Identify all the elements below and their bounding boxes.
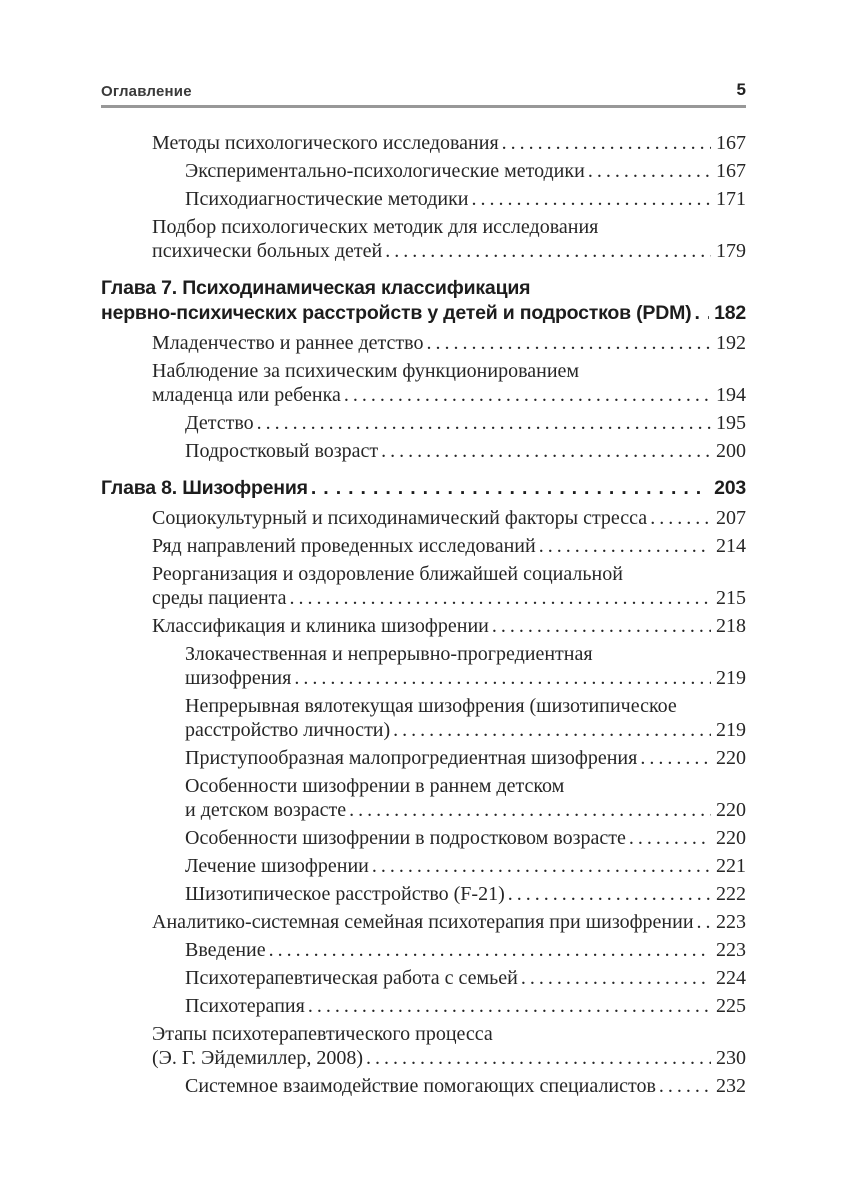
toc-entry: [101, 694, 746, 742]
toc-entry-line: [152, 534, 746, 558]
toc-entry-line: [152, 586, 746, 610]
dot-leader: [659, 1074, 711, 1098]
toc-page-number: 224: [716, 967, 746, 989]
toc-entry-title: Классификация и клиника шизофрении: [152, 615, 489, 637]
dot-leader: [426, 331, 711, 355]
toc-entry: [101, 1074, 746, 1098]
toc-entry-title: Ряд направлений проведенных исследований: [152, 535, 536, 557]
dot-leader: [393, 718, 711, 742]
dot-leader: [502, 131, 711, 155]
toc-page-number: 220: [716, 827, 746, 849]
toc-entry: [101, 826, 746, 850]
dot-leader: [697, 910, 711, 934]
toc-entry: [101, 131, 746, 155]
toc-entry-line: Особенности шизофрении в раннем детском: [185, 775, 565, 797]
toc-page-number: 225: [716, 995, 746, 1017]
toc-entry: [101, 994, 746, 1018]
toc-page-number: 214: [716, 535, 746, 557]
toc-entry-line: [152, 383, 746, 407]
toc-entry-line: [152, 239, 746, 263]
toc-page-number: 200: [716, 440, 746, 462]
toc-entry-line: [185, 798, 746, 822]
toc-page-number: 223: [716, 939, 746, 961]
toc-page-number: 179: [716, 240, 746, 262]
toc-entry-line: [185, 854, 746, 878]
toc-entry-title: Введение: [185, 939, 266, 961]
toc-entry-line: [185, 718, 746, 742]
toc-page-number: 167: [716, 160, 746, 182]
toc-entry-title: Подростковый возраст: [185, 440, 379, 462]
toc-entry: [101, 642, 746, 690]
toc-page-number: 220: [716, 799, 746, 821]
toc-entry-line: [185, 411, 746, 435]
toc-entry-title: Аналитико-системная семейная психотерапия при шизофрении: [152, 911, 694, 933]
toc-entry-title: Шизотипическое расстройство (F-21): [185, 883, 505, 905]
dot-leader: [290, 586, 711, 610]
toc-entry-title: младенца или ребенка: [152, 384, 341, 406]
toc-entry-line: Реорганизация и оздоровление ближайшей социальной: [152, 563, 623, 585]
dot-leader: [366, 1046, 711, 1070]
running-title: Оглавление: [101, 83, 192, 100]
toc-entry: [101, 1022, 746, 1070]
toc-entry-line: Этапы психотерапевтического процесса: [152, 1023, 493, 1045]
dot-leader: [508, 882, 711, 906]
dot-leader: [269, 938, 711, 962]
toc-entry-line: [185, 746, 746, 770]
toc-page-number: 194: [716, 384, 746, 406]
dot-leader: [629, 826, 711, 850]
toc-entry: [101, 746, 746, 770]
page-header: [101, 80, 746, 108]
toc-page-number: 223: [716, 911, 746, 933]
dot-leader: [640, 746, 711, 770]
toc-entry-line: [185, 882, 746, 906]
toc-entry-title: Методы психологического исследования: [152, 132, 499, 154]
toc-page-number: 167: [716, 132, 746, 154]
dot-leader: [385, 239, 711, 263]
toc-entry-title: Экспериментально-психологические методики: [185, 160, 585, 182]
toc-entry-title: Особенности шизофрении в подростковом возрасте: [185, 827, 626, 849]
toc-entry: [101, 910, 746, 934]
toc-page-number: 222: [716, 883, 746, 905]
toc-entry-line: [152, 910, 746, 934]
toc-page-number: 219: [716, 719, 746, 741]
toc-entry-title: шизофрения: [185, 667, 292, 689]
dot-leader: [472, 187, 711, 211]
toc-entry-line: [152, 131, 746, 155]
toc-page-number: 171: [716, 188, 746, 210]
toc-entry-line: [185, 966, 746, 990]
toc-entry-title: Психотерапевтическая работа с семьей: [185, 967, 518, 989]
toc-entry-line: Непрерывная вялотекущая шизофрения (шизотипическое: [185, 695, 677, 717]
toc-entry-line: [185, 994, 746, 1018]
dot-leader: [311, 476, 709, 501]
toc-page-number: 207: [716, 507, 746, 529]
toc-page-number: 195: [716, 412, 746, 434]
toc-entry-title: Глава 8. Шизофрения: [101, 477, 308, 499]
toc-page-number: 218: [716, 615, 746, 637]
toc-entry: [101, 411, 746, 435]
toc-entry: [101, 774, 746, 822]
dot-leader: [521, 966, 711, 990]
toc-entry-line: [152, 614, 746, 638]
toc-entry-line: [101, 476, 746, 501]
dot-leader: [694, 301, 709, 326]
toc-chapter-entry: [101, 276, 746, 326]
toc-entry-title: Детство: [185, 412, 254, 434]
toc-entry-title: Младенчество и раннее детство: [152, 332, 424, 354]
toc-entry: [101, 187, 746, 211]
toc-chapter-entry: [101, 476, 746, 501]
toc-page-number: 192: [716, 332, 746, 354]
toc-entry: [101, 562, 746, 610]
toc-entry-line: [152, 1046, 746, 1070]
toc-page-number: 215: [716, 587, 746, 609]
toc-entry-title: нервно-психических расстройств у детей и подростков (PDM): [101, 302, 692, 324]
toc-entry-line: [185, 938, 746, 962]
toc-page-number: 220: [716, 747, 746, 769]
toc-entry-title: (Э. Г. Эйдемиллер, 2008): [152, 1047, 363, 1069]
toc-entry-line: [185, 826, 746, 850]
toc-entry: [101, 215, 746, 263]
toc-entry-line: [152, 506, 746, 530]
toc-entry: [101, 439, 746, 463]
toc-entry-title: Приступообразная малопрогредиентная шизофрения: [185, 747, 638, 769]
toc-entry-line: Наблюдение за психическим функционированием: [152, 360, 580, 382]
toc-entry-line: Злокачественная и непрерывно-прогредиентная: [185, 643, 593, 665]
toc-page-number: 221: [716, 855, 746, 877]
page-number: 5: [736, 80, 746, 99]
dot-leader: [381, 439, 711, 463]
toc-entry-title: среды пациента: [152, 587, 287, 609]
toc-entry-title: Лечение шизофрении: [185, 855, 369, 877]
dot-leader: [294, 666, 711, 690]
toc-entry-line: [152, 331, 746, 355]
dot-leader: [257, 411, 711, 435]
toc-entry: [101, 159, 746, 183]
toc-entry: [101, 882, 746, 906]
toc-entry-title: расстройство личности): [185, 719, 391, 741]
toc-entry-line: [185, 1074, 746, 1098]
toc-entry-line: [185, 187, 746, 211]
dot-leader: [372, 854, 711, 878]
toc-page-number: 230: [716, 1047, 746, 1069]
toc-entry-line: Глава 7. Психодинамическая классификация: [101, 277, 531, 299]
dot-leader: [588, 159, 711, 183]
toc-entry: [101, 506, 746, 530]
toc-entry-title: и детском возрасте: [185, 799, 347, 821]
dot-leader: [308, 994, 711, 1018]
toc-page-number: 232: [716, 1075, 746, 1097]
toc-page-number: 182: [714, 302, 746, 324]
table-of-contents: [101, 131, 746, 1098]
toc-entry: [101, 966, 746, 990]
dot-leader: [650, 506, 711, 530]
toc-entry: [101, 331, 746, 355]
toc-entry-title: Психодиагностические методики: [185, 188, 469, 210]
dot-leader: [492, 614, 711, 638]
dot-leader: [539, 534, 711, 558]
toc-entry-line: Подбор психологических методик для исследования: [152, 216, 599, 238]
toc-entry-line: [185, 439, 746, 463]
toc-entry: [101, 359, 746, 407]
toc-entry-line: [185, 159, 746, 183]
toc-entry-line: [185, 666, 746, 690]
toc-entry: [101, 854, 746, 878]
toc-entry: [101, 534, 746, 558]
dot-leader: [344, 383, 711, 407]
toc-page-number: 203: [714, 477, 746, 499]
toc-entry-title: психически больных детей: [152, 240, 383, 262]
toc-entry: [101, 938, 746, 962]
toc-entry-title: Психотерапия: [185, 995, 305, 1017]
toc-page-number: 219: [716, 667, 746, 689]
dot-leader: [349, 798, 711, 822]
toc-entry-line: [101, 301, 746, 326]
toc-entry-title: Социокультурный и психодинамический факторы стресса: [152, 507, 648, 529]
toc-entry: [101, 614, 746, 638]
toc-entry-title: Системное взаимодействие помогающих специалистов: [185, 1075, 656, 1097]
